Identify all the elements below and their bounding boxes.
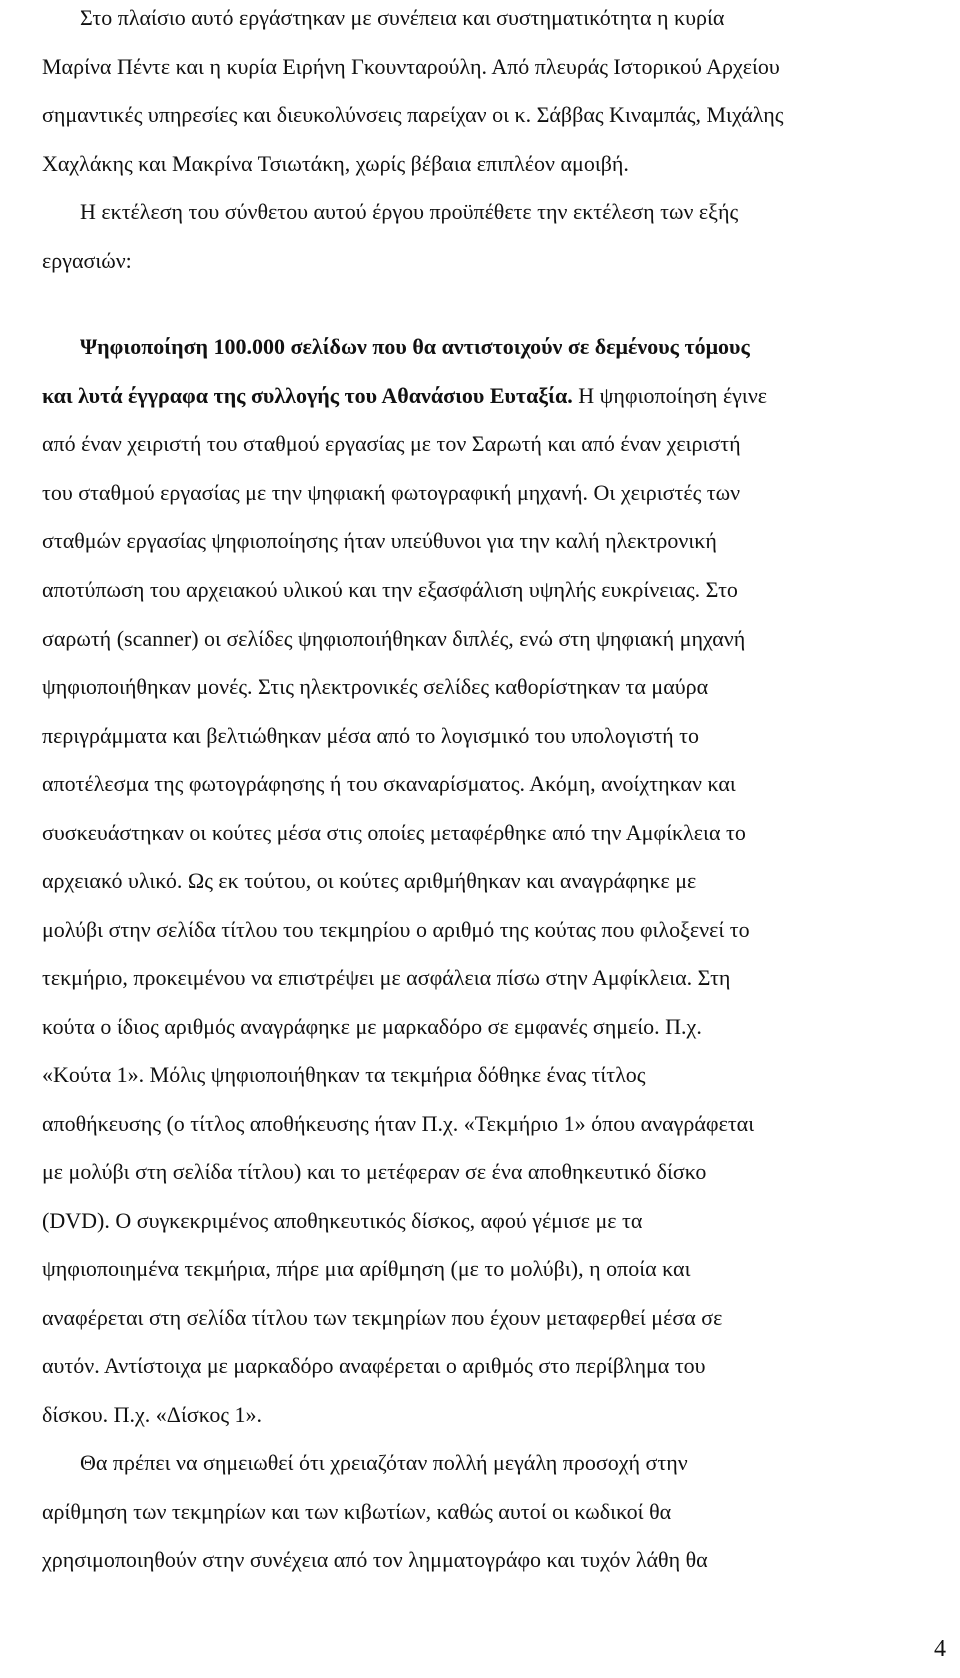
- text-line: αποθήκευσης (ο τίτλος αποθήκευσης ήταν Π.χ. «Τεκμήριο 1» όπου αναγράφεται: [42, 1111, 755, 1136]
- text-line: Η εκτέλεση του σύνθετου αυτού έργου προϋπέθετε την εκτέλεση των εξής: [80, 199, 739, 224]
- text-line: ψηφιοποιημένα τεκμήρια, πήρε μια αρίθμηση (με το μολύβι), η οποία και: [42, 1256, 691, 1281]
- text-line: «Κούτα 1». Μόλις ψηφιοποιήθηκαν τα τεκμήρια δόθηκε ένας τίτλος: [42, 1062, 646, 1087]
- text-line: Χαχλάκης και Μακρίνα Τσιωτάκη, χωρίς βέβαια επιπλέον αμοιβή.: [42, 151, 629, 176]
- text-line: περιγράμματα και βελτιώθηκαν μέσα από το λογισμικό του υπολογιστή το: [42, 723, 700, 748]
- text-line: δίσκου. Π.χ. «Δίσκος 1».: [42, 1402, 263, 1427]
- text-line: σαρωτή (scanner) οι σελίδες ψηφιοποιήθηκαν διπλές, ενώ στη ψηφιακή μηχανή: [42, 626, 746, 651]
- text-line: αυτόν. Αντίστοιχα με μαρκαδόρο αναφέρεται ο αριθμός στο περίβλημα του: [42, 1353, 706, 1378]
- text-line: ψηφιοποιήθηκαν μονές. Στις ηλεκτρονικές σελίδες καθορίστηκαν τα μαύρα: [42, 674, 709, 699]
- text-line: με μολύβι στη σελίδα τίτλου) και το μετέφεραν σε ένα αποθηκευτικό δίσκο: [42, 1159, 707, 1184]
- text-line: μολύβι στην σελίδα τίτλου του τεκμηρίου ο αριθμό της κούτας που φιλοξενεί το: [42, 917, 750, 942]
- text-line: Θα πρέπει να σημειωθεί ότι χρειαζόταν πολλή μεγάλη προσοχή στην: [80, 1450, 688, 1475]
- text-line: αρίθμηση των τεκμηρίων και των κιβωτίων, καθώς αυτοί οι κωδικοί θα: [42, 1499, 672, 1524]
- text-line: αποτέλεσμα της φωτογράφησης ή του σκαναρίσματος. Ακόμη, ανοίχτηκαν και: [42, 771, 736, 796]
- text-line: Μαρίνα Πέντε και η κυρία Ειρήνη Γκουνταρούλη. Από πλευράς Ιστορικού Αρχείου: [42, 54, 780, 79]
- bold-phrase: και λυτά έγγραφα της συλλογής του Αθανάσιου Ευταξία.: [42, 383, 573, 408]
- text-line: εργασιών:: [42, 248, 132, 273]
- text-line: Στο πλαίσιο αυτό εργάστηκαν με συνέπεια και συστηματικότητα η κυρία: [80, 5, 725, 30]
- text-line: από έναν χειριστή του σταθμού εργασίας με τον Σαρωτή και από έναν χειριστή: [42, 431, 741, 456]
- text-line-bold: Ψηφιοποίηση 100.000 σελίδων που θα αντιστοιχούν σε δεμένους τόμους: [80, 334, 750, 359]
- text-line: σημαντικές υπηρεσίες και διευκολύνσεις παρείχαν οι κ. Σάββας Κιναμπάς, Μιχάλης: [42, 102, 784, 127]
- text-line: σταθμών εργασίας ψηφιοποίησης ήταν υπεύθυνοι για την καλή ηλεκτρονική: [42, 528, 717, 553]
- text-line: (DVD). Ο συγκεκριμένος αποθηκευτικός δίσκος, αφού γέμισε με τα: [42, 1208, 643, 1233]
- page-number: 4: [934, 1636, 946, 1662]
- text-line: αναφέρεται στη σελίδα τίτλου των τεκμηρίων που έχουν μεταφερθεί μέσα σε: [42, 1305, 723, 1330]
- text-line: χρησιμοποιηθούν στην συνέχεια από τον λημματογράφο και τυχόν λάθη θα: [42, 1547, 708, 1572]
- text-line: κούτα ο ίδιος αριθμός αναγράφηκε με μαρκαδόρο σε εμφανές σημείο. Π.χ.: [42, 1014, 702, 1039]
- text-line: του σταθμού εργασίας με την ψηφιακή φωτογραφική μηχανή. Οι χειριστές των: [42, 480, 741, 505]
- text-line: τεκμήριο, προκειμένου να επιστρέψει με ασφάλεια πίσω στην Αμφίκλεια. Στη: [42, 965, 731, 990]
- text-line: συσκευάστηκαν οι κούτες μέσα στις οποίες μεταφέρθηκε από την Αμφίκλεια το: [42, 820, 746, 845]
- text-line: αποτύπωση του αρχειακού υλικού και την εξασφάλιση υψηλής ευκρίνειας. Στο: [42, 577, 738, 602]
- text-line: [42, 381, 767, 411]
- text-run: Η ψηφιοποίηση έγινε: [572, 383, 768, 408]
- text-line: αρχειακό υλικό. Ως εκ τούτου, οι κούτες αριθμήθηκαν και αναγράφηκε με: [42, 868, 697, 893]
